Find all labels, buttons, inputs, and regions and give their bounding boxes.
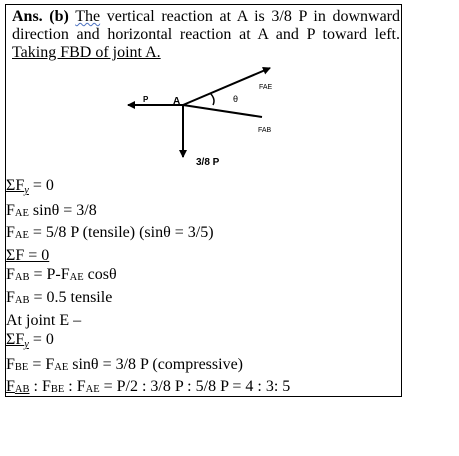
answer-label: Ans. (b) xyxy=(12,8,69,25)
equation-line-3: FAE = 5/8 P (tensile) (sinθ = 3/5) xyxy=(6,224,214,242)
equation-line-1: ΣFy = 0 xyxy=(6,177,54,196)
equation-line-7: At joint E – xyxy=(6,311,82,329)
force-fae-arrow xyxy=(183,68,270,105)
equation-line-4: ΣF = 0 xyxy=(6,246,50,264)
label-fab: FAB xyxy=(258,127,272,134)
answer-text-body: vertical reaction at A is 3/8 P in downward direction and horizontal reaction at A and P toward left. xyxy=(12,8,401,43)
equation-line-8: ΣFy = 0 xyxy=(6,331,54,351)
theta-arc xyxy=(210,93,214,105)
equation-line-9: FBE = FAE sinθ = 3/8 P (compressive) xyxy=(6,355,243,373)
equation-list xyxy=(6,176,396,400)
label-p: P xyxy=(143,95,149,104)
label-fae: FAE xyxy=(259,84,273,91)
equation-line-10: FAB : FBE : FAE = P/2 : 3/8 P : 5/8 P = 4 : 3: 5 xyxy=(6,378,291,396)
label-a: A xyxy=(173,96,181,107)
equation-line-2: FAE sinθ = 3/8 xyxy=(6,201,97,219)
force-fab-line xyxy=(183,105,262,117)
label-theta: θ xyxy=(233,94,239,104)
equation-line-6: FAB = 0.5 tensile xyxy=(6,288,113,306)
fbd-instruction: Taking FBD of joint A. xyxy=(12,44,161,61)
equation-line-5: FAB = P-FAE cosθ xyxy=(6,266,117,284)
label-vertical-load: 3/8 P xyxy=(196,157,220,168)
answer-text-lead: The xyxy=(75,8,101,25)
